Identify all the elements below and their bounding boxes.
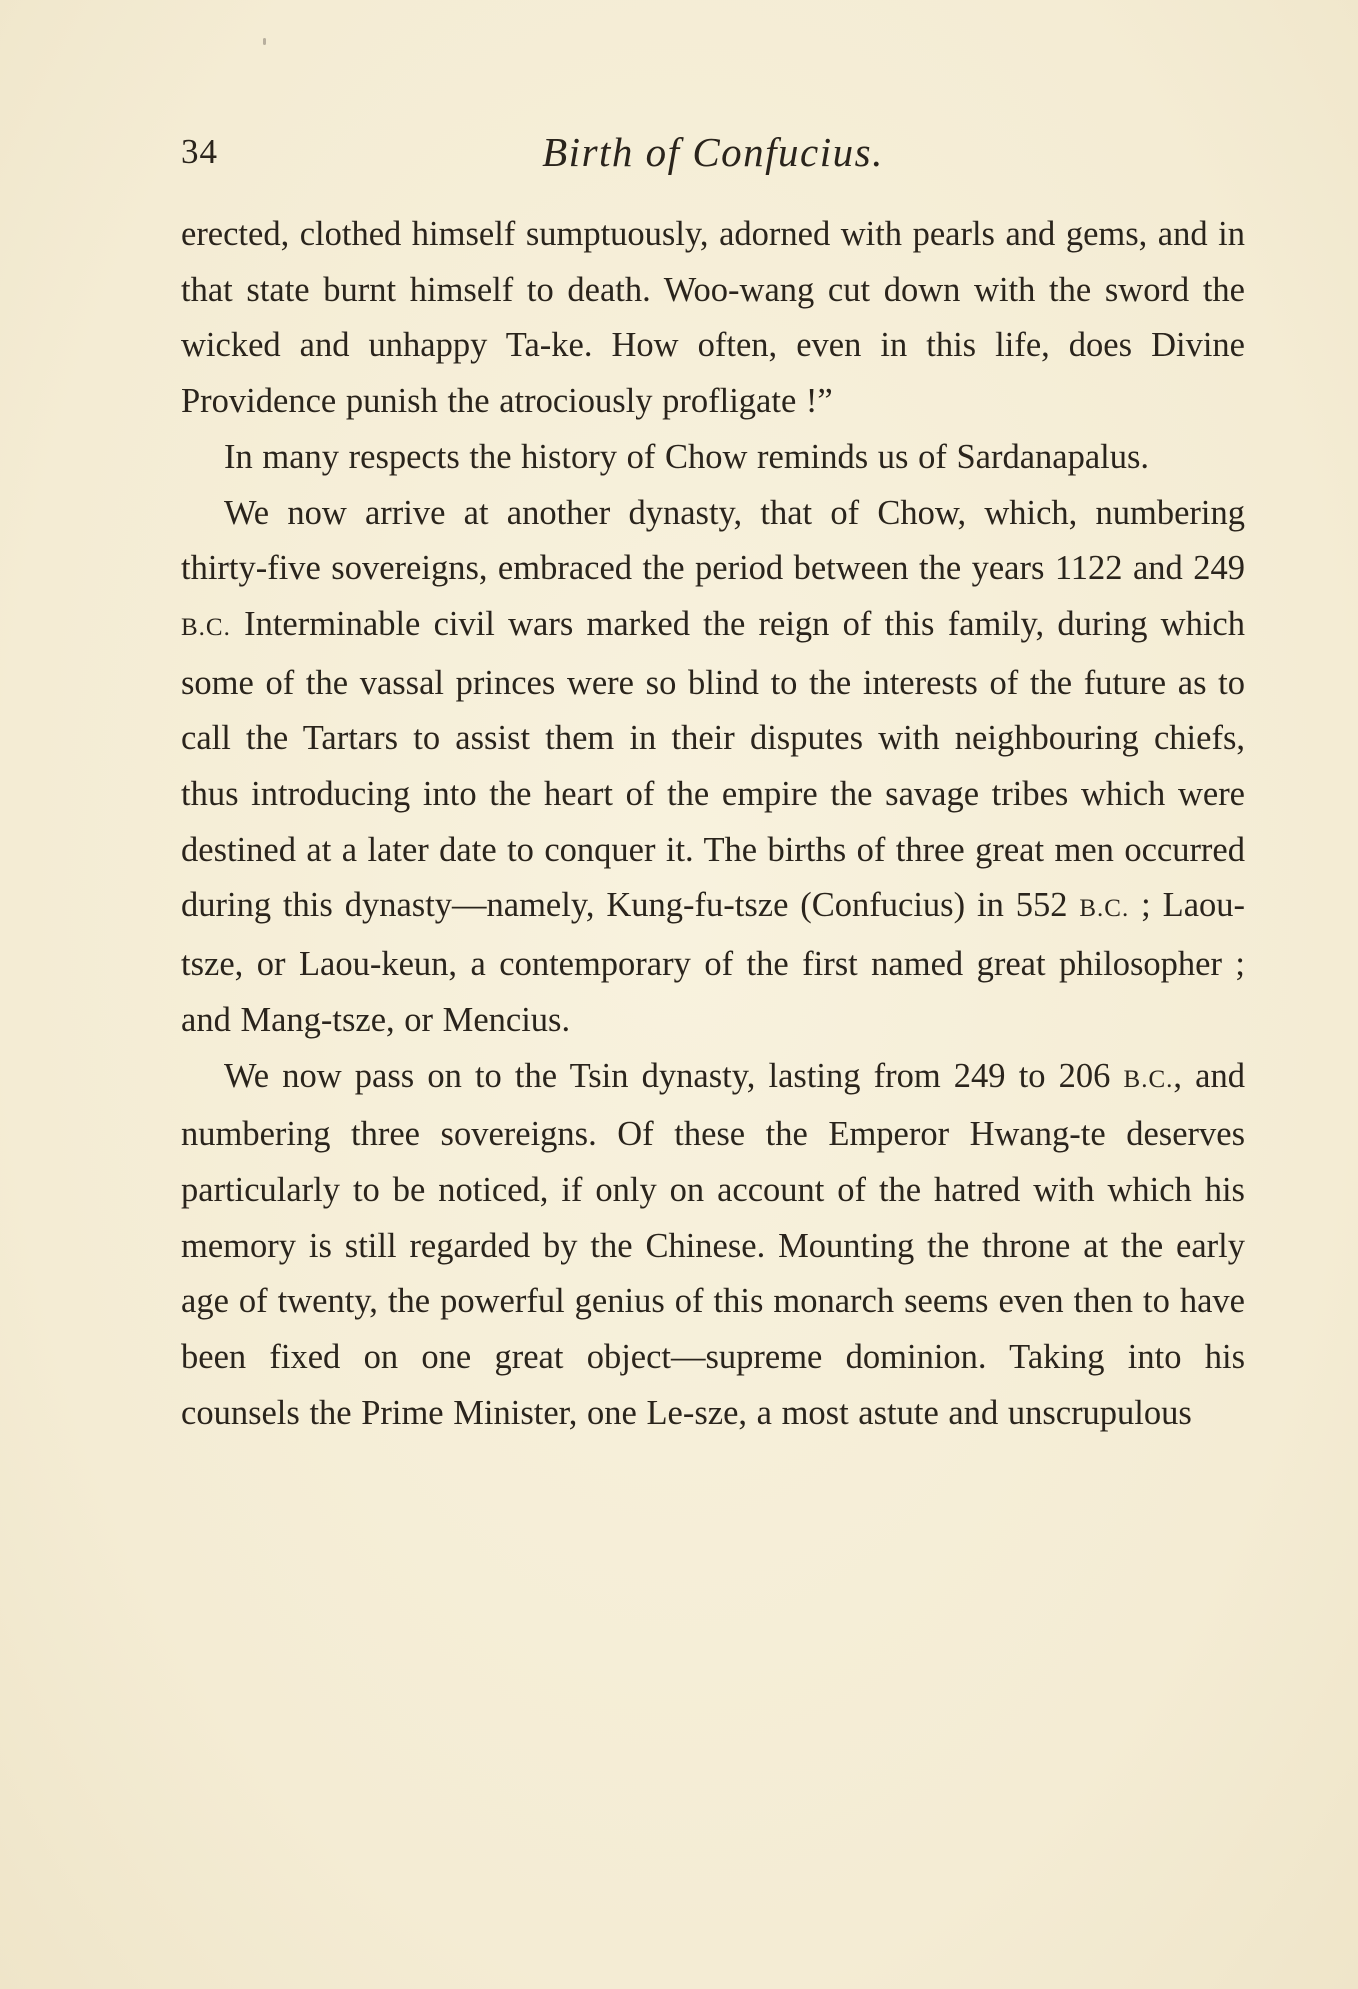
paragraph-chow-sardanapalus: In many respects the history of Chow reminds us of Sardanapalus. xyxy=(224,437,1150,476)
running-head xyxy=(181,122,1245,182)
paragraph-text-segment: , and numbering three sovereigns. Of these the Emperor Hwang-te deserves particularly to be noticed, if only on account of the hatred with which his memory is still regarded by the Chinese. Mounting the throne at the early age of twenty, the powerful genius of this monarch seems even then to have been fixed on one great object—supreme dominion. Taking into his counsels the Prime Minister, one Le-sze, a most astute and unscrupulous xyxy=(181,1056,1245,1432)
paragraph-text-segment: ; Laou-tsze, or Laou-keun, a contemporary of the first named great philosopher ; and Mang-tsze, or Mencius. xyxy=(181,886,1245,1039)
paragraph-text-segment: Interminable civil wars marked the reign of this family, during which some of the vassal princes were so blind to the interests of the future as to call the Tartars to assist them in their disputes with neighbouring chiefs, thus introducing into the heart of the empire the savage tribes which were destined at a later date to conquer it. The births of three great men occurred during this dynasty—namely, Kung-fu-tsze (Confucius) in 552 xyxy=(181,604,1245,925)
paragraph-tsin-dynasty xyxy=(181,1049,1245,1442)
paragraph-continuation: erected, clothed himself sumptuously, adorned with pearls and gems, and in that state burnt himself to death. Woo-wang cut down with the sword the wicked and unhappy Ta-ke. How often, even in this life, does Divine Providence punish the atrociously profligate !” xyxy=(181,215,1245,421)
body-text xyxy=(181,207,1245,1441)
era-abbreviation: B.C. xyxy=(1123,1065,1174,1093)
era-abbreviation: B.C. xyxy=(181,613,231,641)
running-title: Birth of Confucius. xyxy=(542,129,884,175)
page-number: 34 xyxy=(181,132,218,171)
era-abbreviation: B.C. xyxy=(1079,895,1130,923)
paragraph-text-segment: We now pass on to the Tsin dynasty, lasting from 249 to 206 xyxy=(224,1056,1124,1095)
paragraph-text-segment: We now arrive at another dynasty, that of Chow, which, numbering thirty-five sovereigns, embraced the period between the years 1122 and 249 xyxy=(181,493,1245,588)
paragraph-chow-dynasty xyxy=(181,486,1245,1049)
paper-speck xyxy=(263,38,266,45)
